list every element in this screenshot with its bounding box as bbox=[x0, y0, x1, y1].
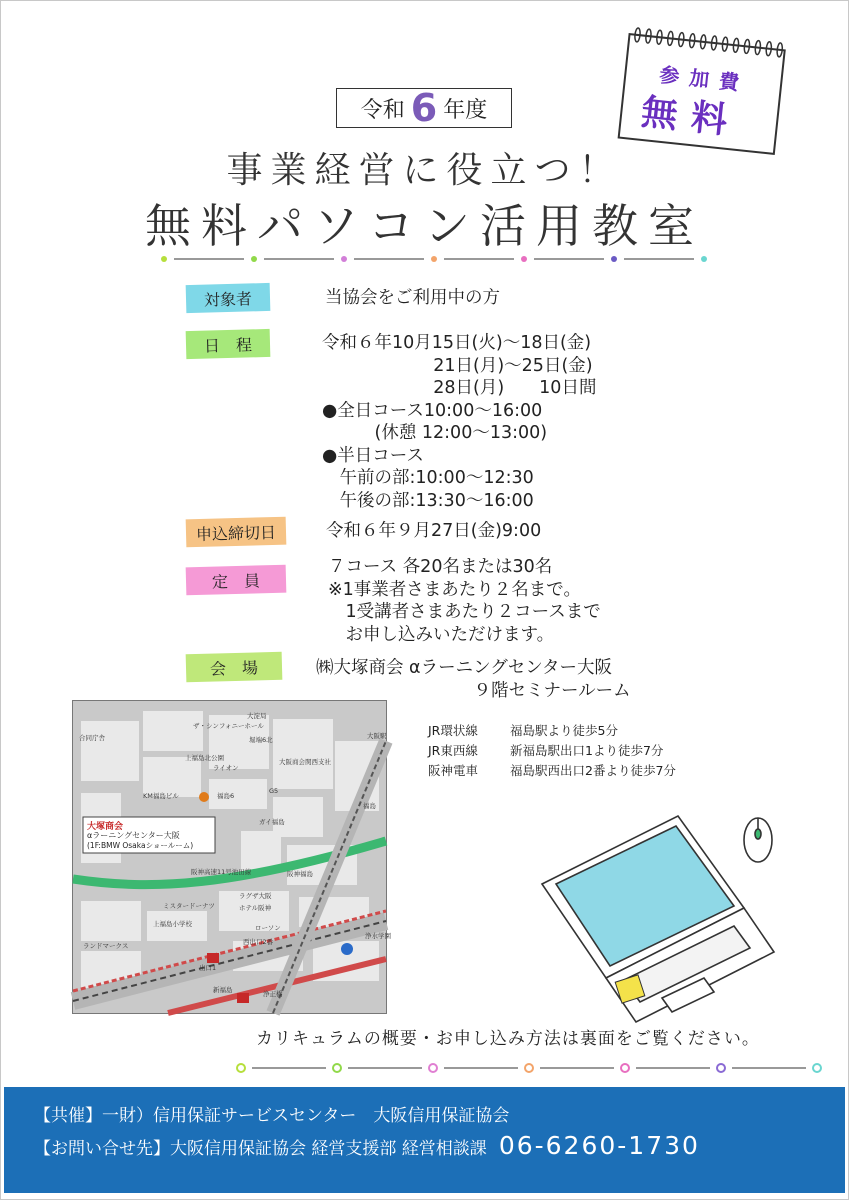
decorative-dot bbox=[521, 256, 527, 262]
map-label: ホテル阪神 bbox=[239, 904, 272, 912]
decorative-dot bbox=[429, 1064, 437, 1072]
decorative-dot bbox=[251, 256, 257, 262]
access-row bbox=[428, 761, 676, 781]
decorative-dot bbox=[611, 256, 617, 262]
map-label: ライオン bbox=[213, 764, 239, 772]
capacity-label: 定 員 bbox=[186, 565, 287, 596]
map-label: 福島6 bbox=[217, 792, 235, 800]
map-label: 堀端6北 bbox=[249, 736, 273, 744]
map-label: KM福島ビル bbox=[143, 792, 179, 800]
decorative-dot-line-top bbox=[160, 255, 708, 263]
map-label: 新福島 bbox=[213, 986, 233, 994]
map-label: G5 bbox=[269, 787, 279, 795]
venue-label: 会 場 bbox=[186, 652, 283, 683]
map-venue-line2: (1F:BMW Osakaショールーム) bbox=[87, 841, 194, 850]
year-number: 6 bbox=[410, 86, 438, 130]
year-prefix: 令和 bbox=[360, 97, 405, 123]
badge-main-text: 無料 bbox=[639, 91, 744, 144]
schedule-label: 日 程 bbox=[186, 329, 271, 359]
target-label: 対象者 bbox=[186, 283, 271, 313]
map-label: ザ・シンフォニーホール bbox=[193, 722, 264, 730]
access-line: JR東西線 bbox=[428, 743, 478, 758]
access-row bbox=[428, 721, 676, 741]
target-text: 当協会をご利用中の方 bbox=[325, 288, 500, 308]
decorative-dot bbox=[813, 1064, 821, 1072]
access-detail: 新福島駅出口1より徒歩7分 bbox=[510, 743, 664, 758]
decorative-dot bbox=[621, 1064, 629, 1072]
contact-row bbox=[34, 1131, 700, 1160]
fiscal-year-box bbox=[336, 88, 512, 128]
sponsor-text: 【共催】一財）信用保証サービスセンター 大阪信用保証協会 bbox=[34, 1106, 510, 1126]
map-label: 合同庁舎 bbox=[79, 734, 105, 742]
access-map bbox=[72, 700, 391, 1014]
map-label: ランドマークス bbox=[83, 942, 129, 950]
decorative-dot bbox=[161, 256, 167, 262]
map-label: 上福島小学校 bbox=[153, 920, 192, 928]
decorative-dot bbox=[341, 256, 347, 262]
map-label: 浄水学園 bbox=[365, 932, 391, 940]
footer-bar bbox=[4, 1087, 845, 1193]
schedule-text: 令和６年10月15日(火)～18日(金) 21日(月)～25日(金) 28日(月) 10日間 ●全日コース10:00～16:00 (休憩 12:00～13:00) ●半日コース 午前の部:10:00～12:30 午後の部:13:30～16:00 bbox=[322, 333, 597, 511]
decorative-dot bbox=[717, 1064, 725, 1072]
access-info bbox=[428, 721, 676, 781]
subtitle: 事業経営に役立つ！ bbox=[226, 150, 623, 191]
map-label: ラグザ大阪 bbox=[239, 892, 272, 900]
capacity-text: ７コース 各20名または30名 ※1事業者さまあたり２名まで。 1受講者さまあたり２コースまで お申し込みいただけます。 bbox=[328, 557, 601, 645]
map-label: 福島 bbox=[363, 802, 376, 810]
map-venue-line1: αラーニングセンター大阪 bbox=[87, 831, 180, 840]
contact-label: 【お問い合せ先】大阪信用保証協会 経営支援部 経営相談課 bbox=[34, 1139, 487, 1159]
decorative-dot bbox=[431, 256, 437, 262]
map-company: 大塚商会 bbox=[87, 822, 124, 832]
deadline-label: 申込締切日 bbox=[186, 517, 287, 548]
venue-text: ㈱大塚商会 αラーニングセンター大阪 ９階セミナールーム bbox=[316, 658, 631, 701]
decorative-dot-line-bottom bbox=[236, 1063, 822, 1073]
access-row bbox=[428, 741, 676, 761]
page-title: 無料パソコン活用教室 bbox=[144, 199, 705, 253]
map-label: ミスタードーナツ bbox=[163, 902, 215, 910]
contact-phone[interactable]: 06-6260-1730 bbox=[498, 1131, 700, 1160]
access-detail: 福島駅より徒歩5分 bbox=[510, 723, 618, 738]
map-label: 浄正橋 bbox=[263, 990, 283, 998]
decorative-dot bbox=[701, 256, 707, 262]
map-label: 出口1 bbox=[199, 964, 217, 972]
decorative-dot bbox=[525, 1064, 533, 1072]
access-detail: 福島駅西出口2番より徒歩7分 bbox=[510, 763, 676, 778]
map-label: 大淀局 bbox=[247, 712, 267, 720]
laptop-illustration bbox=[538, 812, 788, 1012]
notice-text: カリキュラムの概要・お申し込み方法は裏面をご覧ください。 bbox=[256, 1029, 760, 1049]
deadline-text: 令和６年９月27日(金)9:00 bbox=[326, 521, 542, 541]
map-label: 阪神福島 bbox=[287, 870, 313, 878]
free-badge bbox=[612, 28, 792, 154]
map-label: 大阪商会関西支社 bbox=[279, 758, 331, 766]
decorative-dot bbox=[237, 1064, 245, 1072]
access-line: JR環状線 bbox=[428, 723, 478, 738]
badge-top-text: 参加費 bbox=[658, 62, 751, 96]
decorative-dot bbox=[333, 1064, 341, 1072]
map-label: 阪神高速11号池田線 bbox=[191, 868, 252, 876]
access-line: 阪神電車 bbox=[428, 763, 479, 778]
map-label: 上福島北公園 bbox=[185, 754, 224, 762]
map-label: 大阪駅 bbox=[367, 732, 387, 740]
year-suffix: 年度 bbox=[443, 97, 488, 123]
map-graphic bbox=[73, 701, 391, 1013]
map-label: 西出口2番 bbox=[243, 938, 274, 946]
map-label: ローソン bbox=[255, 924, 281, 932]
map-label: ガイ福島 bbox=[259, 818, 285, 826]
